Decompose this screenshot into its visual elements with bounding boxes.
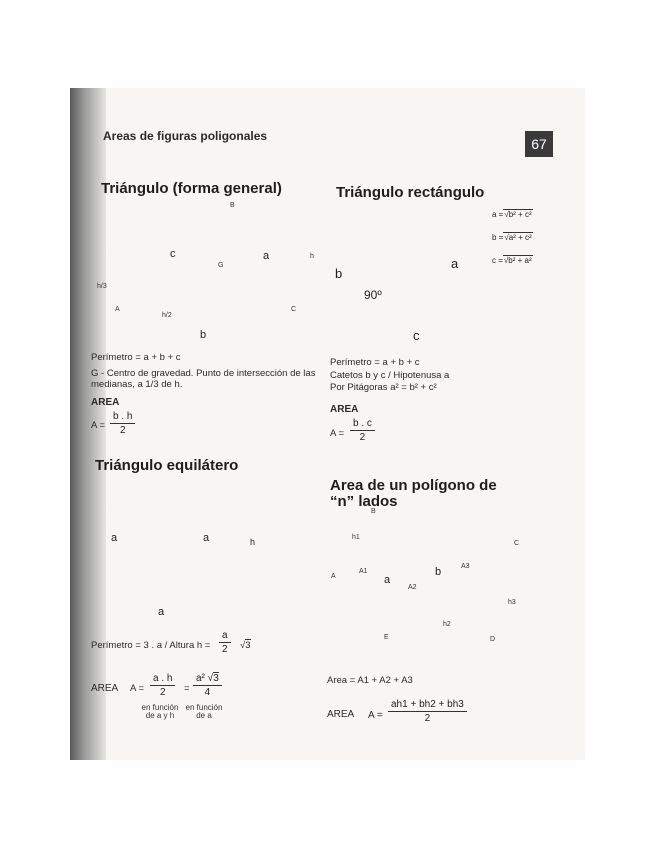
rt-area-fraction <box>350 418 375 443</box>
gt-label-G: G <box>218 262 224 269</box>
rt-area-den: 2 <box>359 432 366 443</box>
eq-label-a-right: a <box>203 532 210 544</box>
rt-legs: Catetos b y c / Hipotenusa a <box>330 370 450 381</box>
gt-perimeter: Perímetro = a + b + c <box>91 352 181 363</box>
gt-area-den: 2 <box>119 425 126 436</box>
eq-area-label: AREA <box>91 683 119 694</box>
poly-label-D: D <box>490 636 496 643</box>
gt-label-c: c <box>170 248 176 260</box>
poly-label-E: E <box>384 634 389 641</box>
running-title: Areas de figuras poligonales <box>103 129 268 143</box>
poly-area-sum: Area = A1 + A2 + A3 <box>327 675 413 686</box>
poly-badge-1: A1 <box>359 568 368 575</box>
gt-label-h: h <box>310 253 314 260</box>
gt-label-h2: h/2 <box>162 312 172 319</box>
rt-formula-b: b =√a² + c² <box>492 233 532 242</box>
eq-perimeter: Perímetro = 3 . a / Altura h = <box>91 640 211 651</box>
eq-area-den2: 4 <box>204 687 211 698</box>
gt-label-B: B <box>230 202 235 209</box>
eq-height-den: 2 <box>222 644 228 655</box>
eq-area-num2: a² <box>196 673 205 684</box>
gt-label-h3: h/3 <box>97 283 107 290</box>
rt-area-num: b . c <box>350 418 375 431</box>
rt-formula-b-rad: a² + c² <box>508 233 532 242</box>
general-triangle-title: Triángulo (forma general) <box>101 180 282 197</box>
poly-badge-3: A3 <box>461 563 470 570</box>
gt-centroid-note: G - Centro de gravedad. Punto de intersección de las medianas, a 1/3 de h. <box>91 368 316 390</box>
poly-badge-2: A2 <box>408 584 417 591</box>
eq-note-a: en función de a <box>185 703 223 720</box>
poly-area-lhs: A = <box>368 710 383 721</box>
equilateral-title: Triángulo equilátero <box>95 457 239 474</box>
page-number: 67 <box>525 131 553 157</box>
poly-area-label: AREA <box>327 709 355 720</box>
eq-area-den1: 2 <box>159 687 166 698</box>
rt-formula-a-rad: b² + c² <box>508 210 532 219</box>
eq-height-fraction <box>219 630 231 655</box>
eq-height-num: a <box>219 630 231 643</box>
eq-area-eq: = <box>184 683 190 694</box>
gt-label-a: a <box>263 250 270 262</box>
eq-area-fraction-1 <box>150 673 175 698</box>
gt-label-C: C <box>291 306 297 313</box>
eq-label-a-left: a <box>111 532 118 544</box>
eq-area-num2-rad: 3 <box>213 673 219 684</box>
eq-area-lhs: A = <box>130 683 144 694</box>
eq-label-a-bottom: a <box>158 606 165 618</box>
right-triangle-title: Triángulo rectángulo <box>336 184 485 201</box>
rt-label-b: b <box>335 266 343 281</box>
rt-label-a: a <box>451 256 459 271</box>
eq-area-num1: a . h <box>150 673 175 686</box>
poly-area-num: ah1 + bh2 + bh3 <box>388 699 467 712</box>
poly-label-h1: h1 <box>352 534 360 541</box>
eq-area-num2-wrap: a² √3 <box>193 673 222 686</box>
eq-area-fraction-2 <box>193 673 222 698</box>
rt-formula-c-rad: b² + a² <box>508 256 532 265</box>
rt-formula-a: a =√b² + c² <box>492 210 532 219</box>
poly-area-fraction <box>388 699 467 724</box>
poly-label-A: A <box>331 573 336 580</box>
gt-area-lhs: A = <box>91 420 105 431</box>
rt-formula-c-lhs: c = <box>492 256 503 265</box>
poly-label-a: a <box>384 574 391 586</box>
gt-area-fraction <box>110 411 135 436</box>
eq-note-a-h: en función de a y h <box>141 703 179 720</box>
polygon-title-line2: “n” lados <box>330 493 398 510</box>
rt-perimeter: Perímetro = a + b + c <box>330 357 420 368</box>
rt-area-label: AREA <box>330 404 359 415</box>
rt-pythagoras: Por Pitágoras a² = b² + c² <box>330 382 437 393</box>
rt-formula-a-lhs: a = <box>492 210 504 219</box>
poly-label-B: B <box>371 508 376 515</box>
rt-label-c: c <box>413 328 420 343</box>
polygon-title-line1: Area de un polígono de <box>330 477 497 494</box>
rt-area-lhs: A = <box>330 428 344 439</box>
poly-label-h2: h2 <box>443 621 451 628</box>
eq-height-root: √3 <box>240 640 251 651</box>
gt-label-A: A <box>115 306 120 313</box>
poly-label-b: b <box>435 566 442 578</box>
poly-area-den: 2 <box>424 713 431 724</box>
eq-height-rad: 3 <box>245 640 251 651</box>
gt-area-label: AREA <box>91 397 120 408</box>
poly-label-h3: h3 <box>508 599 516 606</box>
rt-formula-b-lhs: b = <box>492 233 504 242</box>
eq-label-h: h <box>250 537 256 547</box>
rt-angle: 90º <box>364 288 382 302</box>
gt-label-b-dim: b <box>200 329 207 341</box>
gt-area-num: b . h <box>110 411 135 424</box>
poly-label-C: C <box>514 540 520 547</box>
rt-formula-c: c =√b² + a² <box>492 256 532 265</box>
